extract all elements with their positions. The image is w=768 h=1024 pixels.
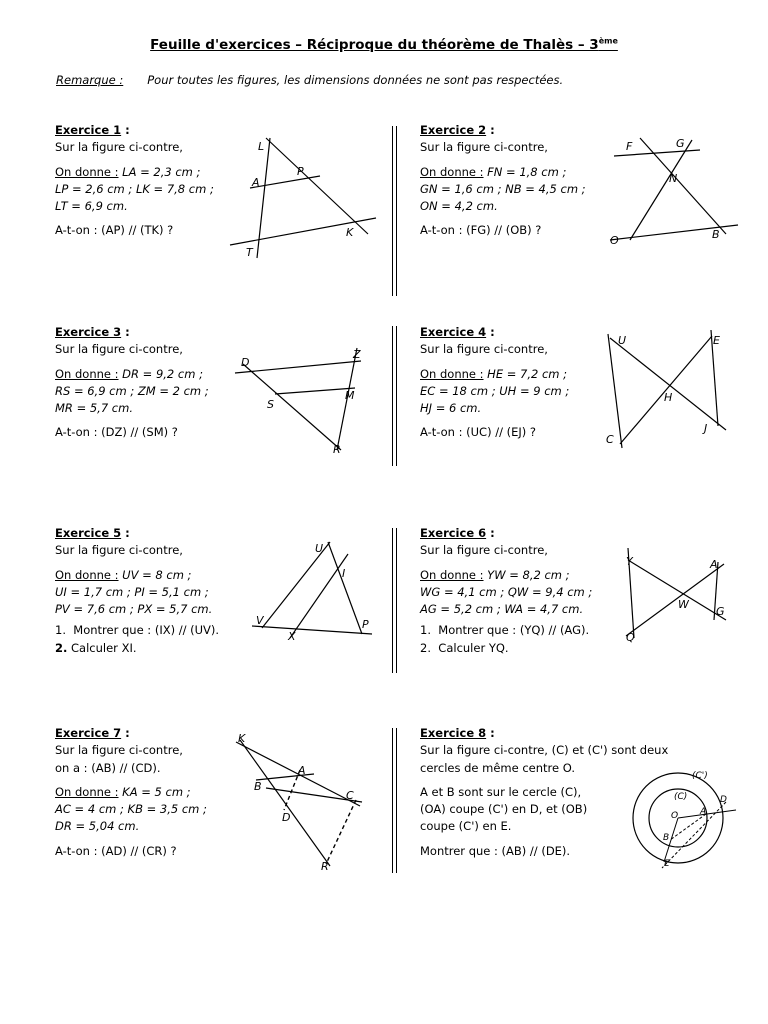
point-label: A xyxy=(298,764,306,777)
column-divider xyxy=(392,728,394,873)
point-label: N xyxy=(669,172,678,185)
point-label: T xyxy=(246,246,253,259)
exercise-question: A-t-on : (FG) // (OB) ? xyxy=(420,223,542,238)
column-divider xyxy=(396,126,398,296)
figure-6 xyxy=(616,540,736,650)
point-label: D xyxy=(720,795,727,805)
point-label: (C) xyxy=(674,792,688,802)
column-divider xyxy=(392,126,394,296)
point-label: Q xyxy=(626,631,635,644)
exercise-line: (OA) coupe (C') en D, et (OB) xyxy=(420,802,588,817)
point-label: G xyxy=(676,137,685,150)
figure-4 xyxy=(596,326,736,456)
column-divider xyxy=(396,528,398,673)
exercise-heading: Exercice 1 : xyxy=(55,123,130,137)
exercise-line: A et B sont sur le cercle (C), xyxy=(420,784,582,799)
exercise-7: Exercice 7 : Sur la figure ci-contre, on a : (AB) // (CD). On donne : KA = 5 cm ; AC = 4 cm ; KB = 3,5 cm ; DR = 5,04 cm. A-t-on : (AD) // (CR) ? xyxy=(55,725,255,860)
point-label: U xyxy=(315,542,324,555)
point-label: A xyxy=(252,176,260,189)
point-label: P xyxy=(362,618,369,631)
point-label: Y xyxy=(626,555,633,568)
point-label: K xyxy=(238,732,246,745)
exercise-question: A-t-on : (AP) // (TK) ? xyxy=(55,223,174,238)
exercise-item: 1. Montrer que : (IX) // (UV). xyxy=(55,623,220,638)
exercise-heading: Exercice 7 : xyxy=(55,726,130,740)
exercise-item: 2. Calculer YQ. xyxy=(420,640,509,655)
point-label: L xyxy=(258,140,265,153)
figure-1 xyxy=(220,128,385,263)
exercise-intro: Sur la figure ci-contre, xyxy=(55,140,183,155)
point-label: A xyxy=(700,807,707,817)
point-label: O xyxy=(671,811,679,821)
given-label: On donne : xyxy=(55,784,119,799)
exercise-2: Exercice 2 : Sur la figure ci-contre, On donne : FN = 1,8 cm ; GN = 1,6 cm ; NB = 4,5 cm ; ON = 4,2 cm. A-t-on : (FG) // (OB) ? xyxy=(420,122,620,240)
exercise-intro: Sur la figure ci-contre, xyxy=(55,342,183,357)
figure-5 xyxy=(250,530,385,645)
exercise-item: 2. Calculer XI. xyxy=(55,640,137,655)
point-label: U xyxy=(618,334,627,347)
given-label: On donne : xyxy=(55,164,119,179)
exercise-heading: Exercice 6 : xyxy=(420,526,495,540)
exercise-3: Exercice 3 : Sur la figure ci-contre, On donne : DR = 9,2 cm ; RS = 6,9 cm ; ZM = 2 cm ; MR = 5,7 cm. A-t-on : (DZ) // (SM) ? xyxy=(55,324,255,442)
exercise-line: coupe (C') en E. xyxy=(420,819,512,834)
point-label: S xyxy=(267,398,274,411)
point-label: O xyxy=(610,234,619,247)
point-label: X xyxy=(288,630,296,643)
figure-7 xyxy=(226,728,376,873)
figure-8 xyxy=(626,766,748,874)
column-divider xyxy=(392,528,394,673)
exercise-heading: Exercice 5 : xyxy=(55,526,130,540)
remark xyxy=(56,73,563,87)
point-label: V xyxy=(256,614,264,627)
point-label: J xyxy=(704,422,708,435)
point-label: A xyxy=(710,558,718,571)
point-label: K xyxy=(346,226,354,239)
point-label: E xyxy=(664,859,670,869)
point-label: R xyxy=(321,860,329,873)
given-label: On donne : xyxy=(55,366,119,381)
exercise-intro: Sur la figure ci-contre, xyxy=(420,342,548,357)
column-divider xyxy=(392,326,394,466)
point-label: H xyxy=(664,391,673,404)
exercise-intro: Sur la figure ci-contre, xyxy=(420,543,548,558)
point-label: G xyxy=(716,605,725,618)
point-label: (C') xyxy=(692,771,708,781)
exercise-intro: Sur la figure ci-contre, xyxy=(55,743,183,758)
given-label: On donne : xyxy=(420,164,484,179)
exercise-intro: Sur la figure ci-contre, xyxy=(420,140,548,155)
exercise-intro: Sur la figure ci-contre, xyxy=(55,543,183,558)
point-label: F xyxy=(626,140,633,153)
page-title: Feuille d'exercices – Réciproque du théorème de Thalès – 3ème xyxy=(150,36,618,53)
exercise-heading: Exercice 8 : xyxy=(420,726,495,740)
point-label: C xyxy=(606,433,614,446)
exercise-intro: cercles de même centre O. xyxy=(420,760,575,775)
point-label: B xyxy=(663,833,670,843)
figure-3 xyxy=(225,340,375,460)
point-label: P xyxy=(297,165,304,178)
exercise-6: Exercice 6 : Sur la figure ci-contre, On donne : YW = 8,2 cm ; WG = 4,1 cm ; QW = 9,4 cm ; AG = 5,2 cm ; WA = 4,7 cm. 1. Montrer que : (YQ) // (AG). 2. Calculer YQ. xyxy=(420,525,640,657)
remark-label: Remarque : xyxy=(56,73,124,87)
point-label: C xyxy=(346,789,354,802)
exercise-1: Exercice 1 : Sur la figure ci-contre, On donne : LA = 2,3 cm ; LP = 2,6 cm ; LK = 7,8 cm ; LT = 6,9 cm. A-t-on : (AP) // (TK) ? xyxy=(55,122,255,240)
exercise-question: A-t-on : (DZ) // (SM) ? xyxy=(55,425,178,440)
given-label: On donne : xyxy=(420,366,484,381)
exercise-intro: Sur la figure ci-contre, (C) et (C') sont deux xyxy=(420,743,669,758)
column-divider xyxy=(396,326,398,466)
point-label: M xyxy=(345,389,355,402)
exercise-item: 1. Montrer que : (YQ) // (AG). xyxy=(420,623,590,638)
given-label: On donne : xyxy=(420,567,484,582)
point-label: B xyxy=(254,780,262,793)
column-divider xyxy=(396,728,398,873)
exercise-5: Exercice 5 : Sur la figure ci-contre, On donne : UV = 8 cm ; UI = 1,7 cm ; PI = 5,1 cm ; PV = 7,6 cm ; PX = 5,7 cm. 1. Montrer que : (IX) // (UV). 2. Calculer XI. xyxy=(55,525,275,657)
point-label: W xyxy=(678,598,689,611)
point-label: Z xyxy=(353,348,361,361)
point-label: I xyxy=(342,567,346,580)
point-label: E xyxy=(713,334,720,347)
point-label: D xyxy=(241,356,250,369)
exercise-heading: Exercice 4 : xyxy=(420,325,495,339)
exercise-heading: Exercice 2 : xyxy=(420,123,495,137)
exercise-question: A-t-on : (UC) // (EJ) ? xyxy=(420,425,537,440)
exercise-intro: on a : (AB) // (CD). xyxy=(55,760,161,775)
exercise-4: Exercice 4 : Sur la figure ci-contre, On donne : HE = 7,2 cm ; EC = 18 cm ; UH = 9 cm ; HJ = 6 cm. A-t-on : (UC) // (EJ) ? xyxy=(420,324,620,442)
exercise-question: A-t-on : (AD) // (CR) ? xyxy=(55,843,177,858)
point-label: D xyxy=(282,811,291,824)
point-label: R xyxy=(333,443,341,456)
remark-text: Pour toutes les figures, les dimensions données ne sont pas respectées. xyxy=(147,73,564,87)
exercise-question: Montrer que : (AB) // (DE). xyxy=(420,843,571,858)
point-label: B xyxy=(712,228,720,241)
given-label: On donne : xyxy=(55,567,119,582)
exercise-heading: Exercice 3 : xyxy=(55,325,130,339)
figure-2 xyxy=(600,128,750,253)
